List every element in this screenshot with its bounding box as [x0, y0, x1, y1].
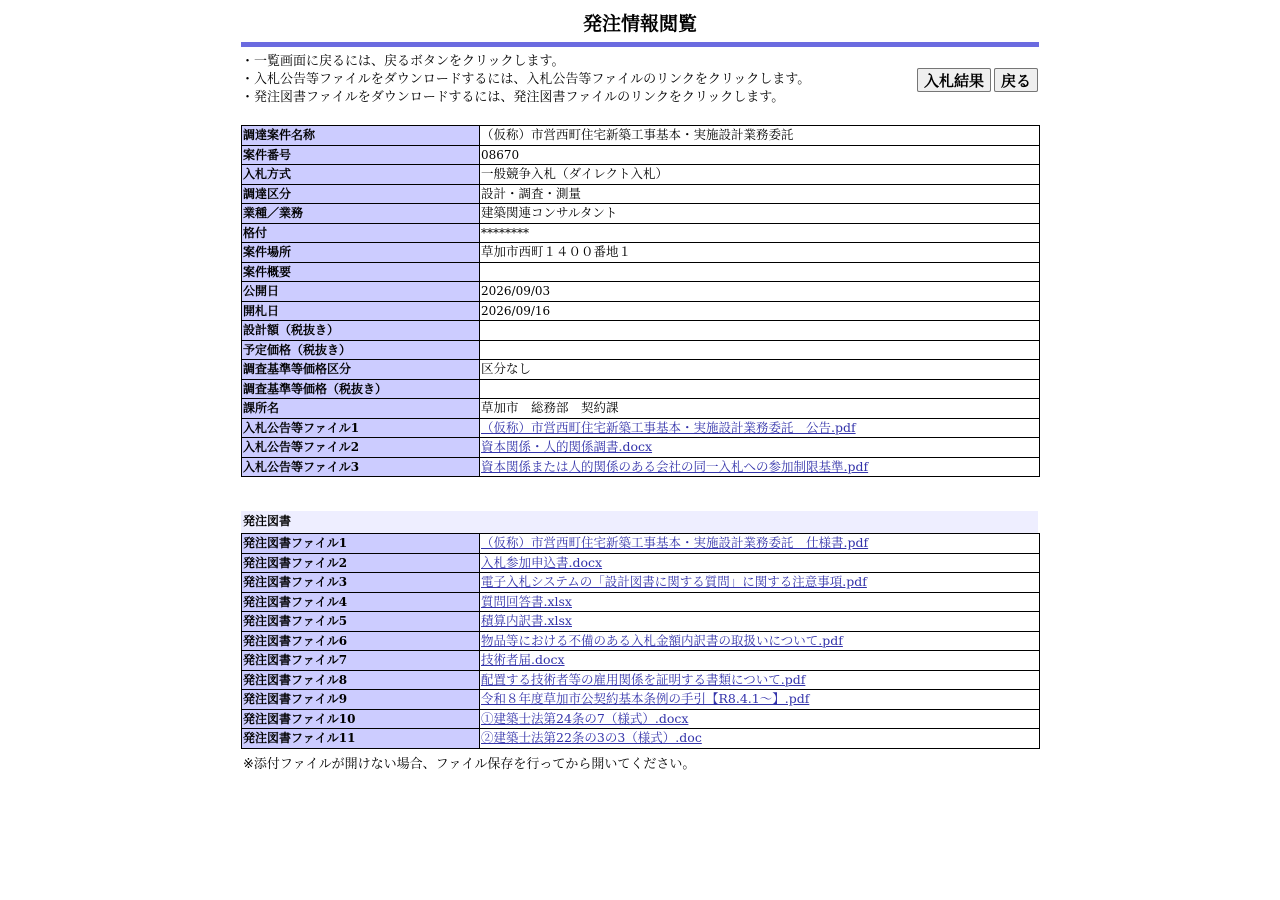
detail-row — [242, 321, 1040, 341]
field-label: 案件概要 — [242, 262, 480, 282]
detail-row — [242, 379, 1040, 399]
drawing-files-body — [242, 534, 1040, 749]
field-label: 調査基準等価格（税抜き） — [242, 379, 480, 399]
field-label: 発注図書ファイル11 — [242, 729, 480, 749]
detail-row — [242, 126, 1040, 146]
field-value — [480, 709, 1040, 729]
detail-row — [242, 360, 1040, 380]
field-value: ******** — [480, 223, 1040, 243]
field-label: 発注図書ファイル8 — [242, 670, 480, 690]
field-label: 案件番号 — [242, 145, 480, 165]
file-download-link[interactable]: 配置する技術者等の雇用関係を証明する書類について.pdf — [481, 671, 806, 687]
file-download-link[interactable]: 資本関係または人的関係のある会社の同一入札への参加制限基準.pdf — [481, 458, 869, 474]
file-row — [242, 592, 1040, 612]
field-label: 発注図書ファイル7 — [242, 651, 480, 671]
field-label: 発注図書ファイル2 — [242, 553, 480, 573]
field-label: 発注図書ファイル3 — [242, 573, 480, 593]
file-download-link[interactable]: ②建築士法第22条の3の3（様式）.doc — [481, 730, 702, 746]
instruction-item: ・入札公告等ファイルをダウンロードするには、入札公告等ファイルのリンクをクリックします。 — [241, 72, 811, 87]
field-value — [480, 690, 1040, 710]
drawing-section-title: 発注図書 — [241, 511, 1038, 533]
file-row — [242, 418, 1040, 438]
field-value — [480, 592, 1040, 612]
field-label: 公開日 — [242, 282, 480, 302]
field-value — [480, 534, 1040, 554]
file-row — [242, 631, 1040, 651]
field-label: 設計額（税抜き） — [242, 321, 480, 341]
instruction-item: ・発注図書ファイルをダウンロードするには、発注図書ファイルのリンクをクリックします。 — [241, 90, 785, 105]
file-row — [242, 651, 1040, 671]
detail-row — [242, 262, 1040, 282]
field-value: 草加市 総務部 契約課 — [480, 399, 1040, 419]
field-value: 建築関連コンサルタント — [480, 204, 1040, 224]
instruction-item: ・一覧画面に戻るには、戻るボタンをクリックします。 — [241, 54, 565, 69]
file-row — [242, 690, 1040, 710]
bid-result-button[interactable]: 入札結果 — [917, 68, 991, 92]
file-download-link[interactable]: ①建築士法第24条の7（様式）.docx — [481, 710, 689, 726]
title-divider — [241, 42, 1039, 47]
field-value — [480, 553, 1040, 573]
field-label: 入札公告等ファイル2 — [242, 438, 480, 458]
field-label: 格付 — [242, 223, 480, 243]
detail-row — [242, 223, 1040, 243]
page-title: 発注情報閲覧 — [582, 13, 697, 35]
field-value: 設計・調査・測量 — [480, 184, 1040, 204]
order-details-table — [241, 125, 1040, 477]
instructions-area — [241, 53, 1039, 105]
file-download-link[interactable]: （仮称）市営西町住宅新築工事基本・実施設計業務委託 仕様書.pdf — [481, 535, 869, 551]
field-value — [480, 438, 1040, 458]
field-label: 調査基準等価格区分 — [242, 360, 480, 380]
detail-row — [242, 340, 1040, 360]
file-download-link[interactable]: 令和８年度草加市公契約基本条例の手引【R8.4.1～】.pdf — [481, 691, 810, 707]
field-label: 課所名 — [242, 399, 480, 419]
field-value: （仮称）市営西町住宅新築工事基本・実施設計業務委託 — [480, 126, 1040, 146]
field-value — [480, 457, 1040, 477]
field-value: 一般競争入札（ダイレクト入札） — [480, 165, 1040, 185]
field-label: 調達案件名称 — [242, 126, 480, 146]
field-label: 発注図書ファイル1 — [242, 534, 480, 554]
order-details-body — [242, 126, 1040, 477]
field-label: 調達区分 — [242, 184, 480, 204]
file-download-link[interactable]: 技術者届.docx — [481, 652, 565, 668]
field-value — [480, 670, 1040, 690]
file-download-link[interactable]: 積算内訳書.xlsx — [481, 613, 572, 629]
field-value — [480, 379, 1040, 399]
field-value: 2026/09/16 — [480, 301, 1040, 321]
file-row — [242, 612, 1040, 632]
field-label: 発注図書ファイル9 — [242, 690, 480, 710]
field-label: 開札日 — [242, 301, 480, 321]
field-label: 案件場所 — [242, 243, 480, 263]
file-row — [242, 709, 1040, 729]
detail-row — [242, 184, 1040, 204]
back-button[interactable]: 戻る — [994, 68, 1038, 92]
detail-row — [242, 243, 1040, 263]
field-label: 発注図書ファイル4 — [242, 592, 480, 612]
file-row — [242, 553, 1040, 573]
field-value — [480, 651, 1040, 671]
field-label: 入札公告等ファイル1 — [242, 418, 480, 438]
field-value — [480, 631, 1040, 651]
file-download-link[interactable]: 電子入札システムの「設計図書に関する質問」に関する注意事項.pdf — [481, 574, 867, 590]
file-download-link[interactable]: 入札参加申込書.docx — [481, 554, 603, 570]
field-value — [480, 573, 1040, 593]
action-buttons — [917, 68, 1038, 92]
file-download-link[interactable]: 物品等における不備のある入札金額内訳書の取扱いについて.pdf — [481, 632, 843, 648]
file-row — [242, 670, 1040, 690]
field-label: 発注図書ファイル10 — [242, 709, 480, 729]
field-label: 予定価格（税抜き） — [242, 340, 480, 360]
file-download-link[interactable]: 資本関係・人的関係調書.docx — [481, 439, 653, 455]
field-label: 業種／業務 — [242, 204, 480, 224]
file-download-link[interactable]: （仮称）市営西町住宅新築工事基本・実施設計業務委託 公告.pdf — [481, 419, 856, 435]
drawing-files-table — [241, 533, 1040, 749]
field-label: 発注図書ファイル5 — [242, 612, 480, 632]
field-label: 入札方式 — [242, 165, 480, 185]
field-value — [480, 729, 1040, 749]
file-row — [242, 573, 1040, 593]
file-row — [242, 457, 1040, 477]
field-label: 入札公告等ファイル3 — [242, 457, 480, 477]
detail-row — [242, 204, 1040, 224]
field-value: 草加市西町１４００番地１ — [480, 243, 1040, 263]
field-value — [480, 612, 1040, 632]
field-value: 2026/09/03 — [480, 282, 1040, 302]
file-row — [242, 729, 1040, 749]
file-row — [242, 534, 1040, 554]
field-value — [480, 418, 1040, 438]
field-value — [480, 262, 1040, 282]
field-value — [480, 340, 1040, 360]
detail-row — [242, 165, 1040, 185]
field-value — [480, 321, 1040, 341]
detail-row — [242, 145, 1040, 165]
field-value: 区分なし — [480, 360, 1040, 380]
field-label: 発注図書ファイル6 — [242, 631, 480, 651]
attachment-note: ※添付ファイルが開けない場合、ファイル保存を行ってから開いてください。 — [243, 756, 696, 772]
detail-row — [242, 301, 1040, 321]
file-download-link[interactable]: 質問回答書.xlsx — [481, 593, 572, 609]
detail-row — [242, 399, 1040, 419]
field-value: 08670 — [480, 145, 1040, 165]
detail-row — [242, 282, 1040, 302]
page-container — [241, 0, 1039, 772]
file-row — [242, 438, 1040, 458]
